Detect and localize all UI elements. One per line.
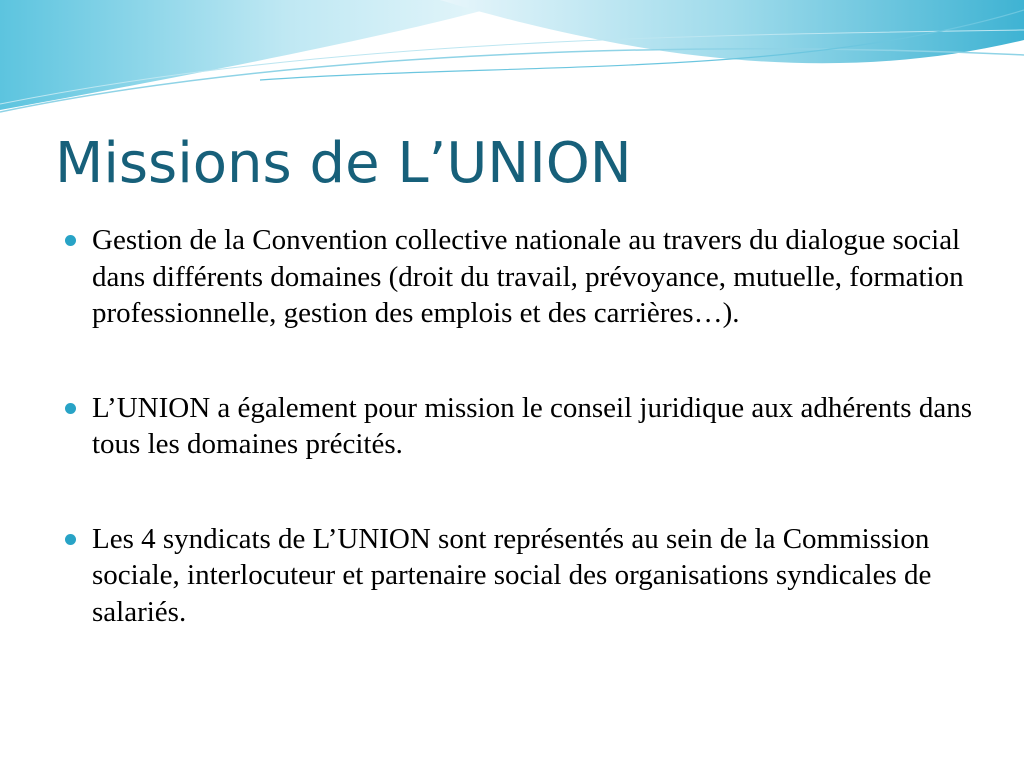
bullet-item (60, 521, 980, 631)
bullet-text: Les 4 syndicats de L’UNION sont représentés au sein de la Commission sociale, interlocuteur et partenaire social des organisations syndicales de salariés. (92, 522, 932, 628)
header-wave-decoration (0, 0, 1024, 130)
wave-left-band (0, 0, 520, 110)
bullet-text: L’UNION a également pour mission le conseil juridique aux adhérents dans tous les domaines précités. (92, 391, 972, 460)
bullet-list (60, 222, 980, 630)
bullet-dot-icon (65, 403, 76, 414)
slide-title: Missions de L’UNION (55, 131, 632, 196)
bullet-item (60, 390, 980, 463)
bullet-text: Gestion de la Convention collective nationale au travers du dialogue social dans différents domaines (droit du travail, prévoyance, mutuelle, formation professionnelle, gestion des emplois et des carrières…). (92, 224, 964, 329)
bullet-dot-icon (65, 534, 76, 545)
bullet-item (60, 222, 980, 332)
bullet-dot-icon (65, 235, 76, 246)
